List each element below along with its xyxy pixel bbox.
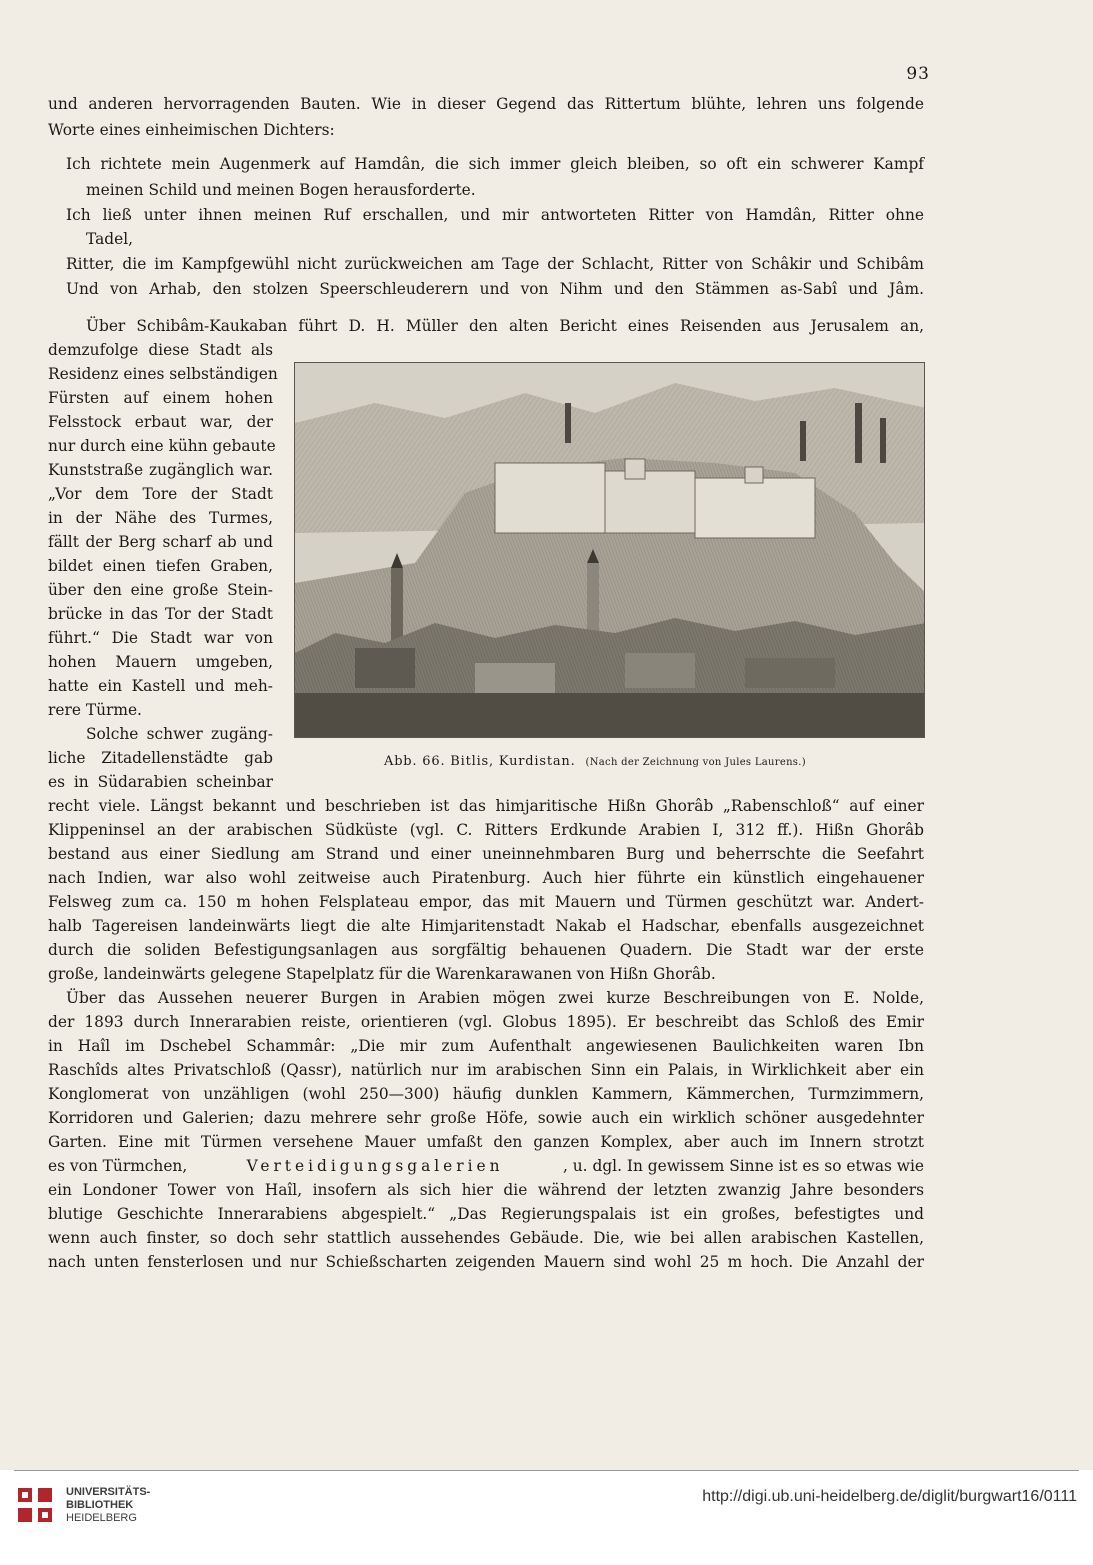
library-name-line: HEIDELBERG [66,1512,137,1524]
library-name-line: UNIVERSITÄTS- [66,1486,151,1498]
poem-line: meinen Schild und meinen Bogen herausforderte. [86,181,476,199]
text-line: Raschîds altes Privatschloß (Qassr), natürlich nur im arabischen Sinn ein Palais, in Wirklichkeit aber ein [48,1061,924,1079]
text-line: Felsweg zum ca. 150 m hohen Felsplateau empor, das mit Mauern und Türmen geschützt war. Andert- [48,893,924,911]
figure-caption [384,754,806,769]
text-line: wenn auch finster, so doch sehr stattlich aussehendes Gebäude. Die, wie bei allen arabischen Kastellen, [48,1229,924,1247]
column-line: liche Zitadellenstädte gab [48,749,273,767]
text-line: nach Indien, war also wohl zeitweise auch Piratenburg. Auch hier führte ein künstlich eingehauener [48,869,924,887]
library-name [66,1486,150,1525]
text-line: ein Londoner Tower von Haîl, insofern als sich hier die während der letzten zwanzig Jahre besonders [48,1181,924,1199]
poem-line: Ich ließ unter ihnen meinen Ruf erschallen, und mir antworteten Ritter von Hamdân, Ritter ohne [66,206,924,224]
column-line: über den eine große Stein- [48,581,273,599]
text-line: Konglomerat von unzähligen (wohl 250—300) häufig dunklen Kammern, Kämmerchen, Turmzimmern, [48,1085,924,1103]
column-line: fällt der Berg scharf ab und [48,533,273,551]
text-line: nach unten fensterlosen und nur Schießscharten zeigenden Mauern sind wohl 25 m hoch. Die Anzahl der [48,1253,924,1271]
column-line: Residenz eines selbständigen [48,365,278,383]
text-line: blutige Geschichte Innerarabiens abgespielt.“ „Das Regierungspalais ist ein großes, befestigtes und [48,1205,924,1223]
text-line: recht viele. Längst bekannt und beschrieben ist das himjaritische Hißn Ghorâb „Rabenschloß“ auf einer [48,797,924,815]
column-line: es in Südarabien scheinbar [48,773,273,791]
text-line: Worte eines einheimischen Dichters: [48,121,335,139]
text-line: Über Schibâm-Kaukaban führt D. H. Müller den alten Bericht eines Reisenden aus Jerusalem an, [86,317,924,335]
caption-credit: (Nach der Zeichnung von Jules Laurens.) [585,757,806,768]
text-line-spaced [48,1156,924,1176]
poem-line: Und von Arhab, den stolzen Speerschleuderern und von Nihm und den Stämmen as-Sabî und Jâm. [66,280,924,298]
source-url-link[interactable]: http://digi.ub.uni-heidelberg.de/diglit/burgwart16/0111 [702,1488,1077,1505]
library-footer [0,1470,1093,1565]
column-line: hohen Mauern umgeben, [48,653,273,671]
caption-title: Abb. 66. Bitlis, Kurdistan. [384,754,576,769]
column-line: demzufolge diese Stadt als [48,341,273,359]
column-line: „Vor dem Tore der Stadt [48,485,273,503]
text-line: in Haîl im Dschebel Schammâr: „Die mir zum Aufenthalt angewiesenen Baulichkeiten waren Ibn [48,1037,924,1055]
page-number: 93 [906,64,930,84]
text-line: Garten. Eine mit Türmen versehene Mauer umfaßt den ganzen Komplex, aber auch im Innern strotzt [48,1133,924,1151]
engraving-illustration [295,363,925,738]
column-line: Kunststraße zugänglich war. [48,461,273,479]
library-name-line: BIBLIOTHEK [66,1499,134,1511]
text-line: Über das Aussehen neuerer Burgen in Arabien mögen zwei kurze Beschreibungen von E. Nolde, [66,989,924,1007]
column-line: führt.“ Die Stadt war von [48,629,273,647]
university-library-logo-icon [14,1484,56,1528]
text-line: halb Tagereisen landeinwärts liegt die alte Himjaritenstadt Nakab el Hadschar, ebenfalls ausgezeichnet [48,917,924,935]
text-line: bestand aus einer Siedlung am Strand und einer uneinnehmbaren Burg und beherrschte die Seefahrt [48,845,924,863]
text-fragment: es von Türmchen, [48,1157,188,1175]
text-line: Korridoren und Galerien; dazu mehrere sehr große Höfe, sowie auch ein wirklich schöner ausgedehnter [48,1109,924,1127]
column-line: Solche schwer zugäng- [86,725,273,743]
text-line: und anderen hervorragenden Bauten. Wie in dieser Gegend das Rittertum blühte, lehren uns folgende [48,95,924,113]
engraving-bitlis [294,362,925,738]
emphasized-word: Verteidigungsgalerien [246,1157,504,1175]
column-line: rere Türme. [48,701,142,719]
column-line: bildet einen tiefen Graben, [48,557,273,575]
column-line: nur durch eine kühn gebaute [48,437,276,455]
text-line: durch die soliden Befestigungsanlagen aus sorgfältig behauenen Quadern. Die Stadt war der erste [48,941,924,959]
column-line: in der Nähe des Turmes, [48,509,273,527]
column-line: brücke in das Tor der Stadt [48,605,273,623]
poem-line: Ich richtete mein Augenmerk auf Hamdân, die sich immer gleich bleiben, so oft ein schwerer Kampf [66,155,924,173]
footer-divider [14,1470,1079,1471]
text-line: der 1893 durch Innerarabien reiste, orientieren (vgl. Globus 1895). Er beschreibt das Schloß des Emir [48,1013,924,1031]
column-line: hatte ein Kastell und meh- [48,677,273,695]
poem-line: Tadel, [86,230,134,248]
poem-line: Ritter, die im Kampfgewühl nicht zurückweichen am Tage der Schlacht, Ritter von Schâkir und Schibâm [66,255,924,273]
column-line: Fürsten auf einem hohen [48,389,273,407]
column-line: Felsstock erbaut war, der [48,413,273,431]
text-line: große, landeinwärts gelegene Stapelplatz für die Warenkarawanen von Hißn Ghorâb. [48,965,716,983]
text-line: Klippeninsel an der arabischen Südküste (vgl. C. Ritters Erdkunde Arabien I, 312 ff.). Hißn Ghorâb [48,821,924,839]
text-fragment: , u. dgl. In gewissem Sinne ist es so etwas wie [562,1157,924,1175]
